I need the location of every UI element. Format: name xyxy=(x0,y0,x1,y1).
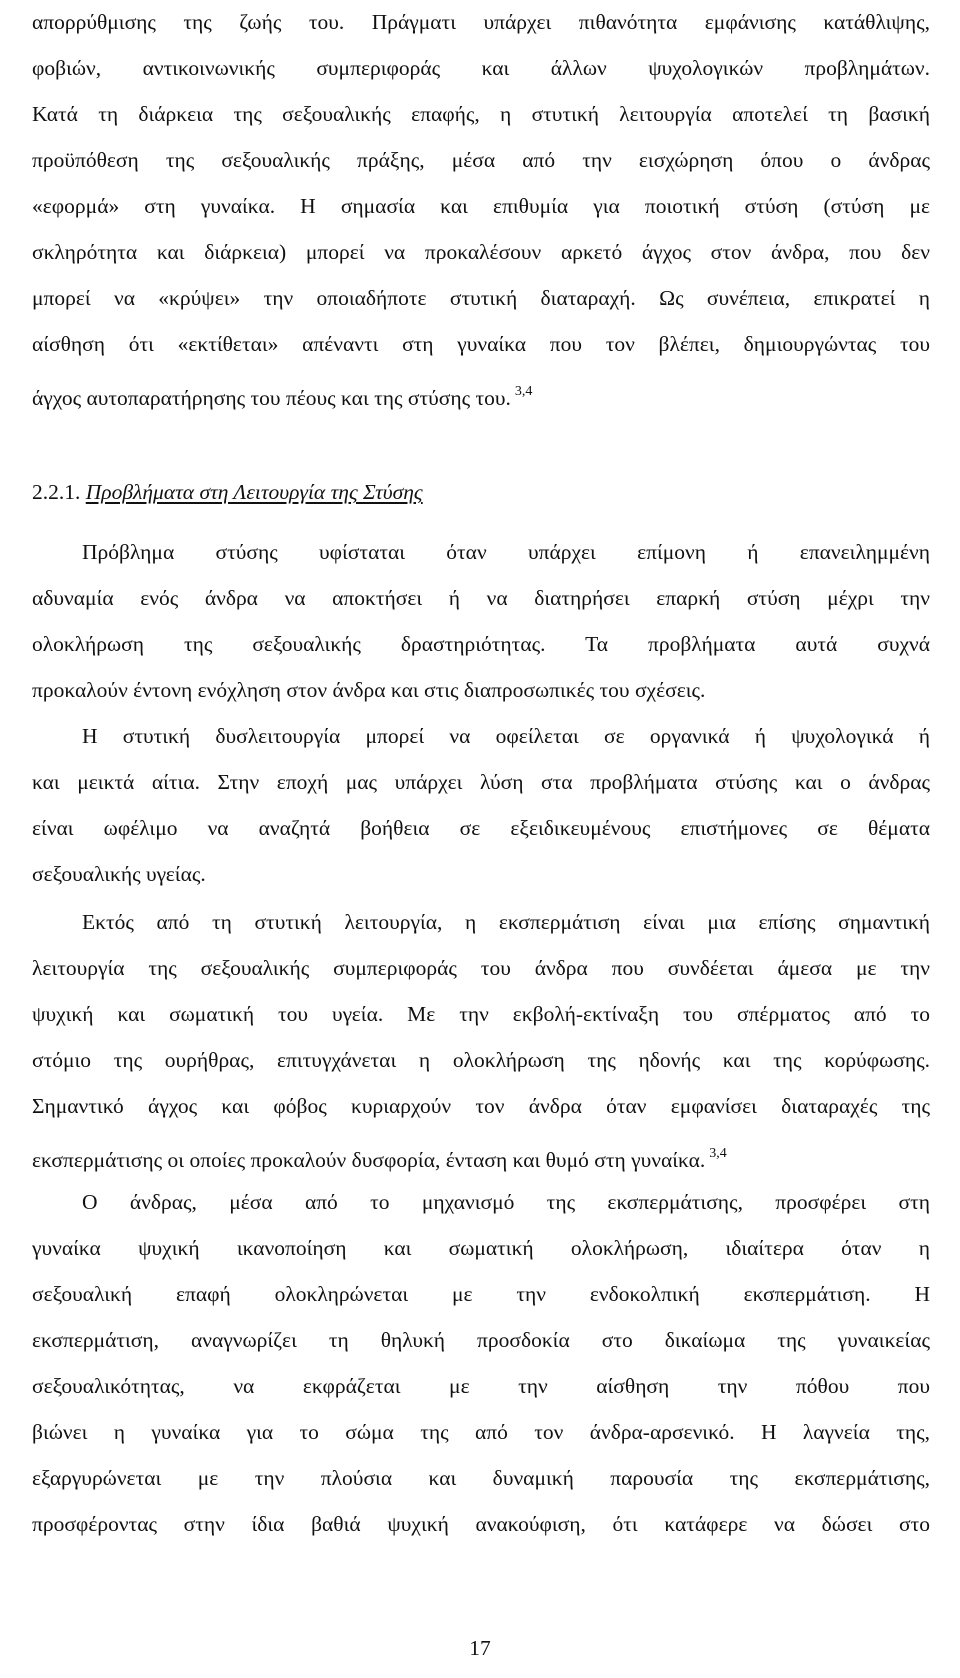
text-line: λειτουργία της σεξουαλικής συμπεριφοράς του άνδρα που συνδέεται άμεσα με την xyxy=(32,956,930,980)
text-line: και μεικτά αίτια. Στην εποχή μας υπάρχει λύση στα προβλήματα στύσης και ο άνδρας xyxy=(32,770,930,794)
text-line: Σημαντικό άγχος και φόβος κυριαρχούν τον άνδρα όταν εμφανίσει διαταραχές της xyxy=(32,1094,930,1118)
text-line: σεξουαλικότητας, να εκφράζεται με την αίσθηση την πόθου που xyxy=(32,1374,930,1398)
text-line: είναι ωφέλιμο να αναζητά βοήθεια σε εξειδικευμένους επιστήμονες σε θέματα xyxy=(32,816,930,840)
text-line: μπορεί να «κρύψει» την οποιαδήποτε στυτική διαταραχή. Ως συνέπεια, επικρατεί η xyxy=(32,286,930,310)
text-line-with-reference xyxy=(32,1134,930,1174)
text-line: Πρόβλημα στύσης υφίσταται όταν υπάρχει επίμονη ή επανειλημμένη xyxy=(82,540,930,564)
text-line: ψυχική και σωματική του υγεία. Με την εκβολή-εκτίναξη του σπέρματος από το xyxy=(32,1002,930,1026)
text-line: προϋπόθεση της σεξουαλικής πράξης, μέσα από την εισχώρηση όπου ο άνδρας xyxy=(32,148,930,172)
text-line: φοβιών, αντικοινωνικής συμπεριφοράς και άλλων ψυχολογικών προβλημάτων. xyxy=(32,56,930,80)
text-line: εξαργυρώνεται με την πλούσια και δυναμική παρουσία της εκσπερμάτισης, xyxy=(32,1466,930,1490)
text-line: γυναίκα ψυχική ικανοποίηση και σωματική ολοκλήρωση, ιδιαίτερα όταν η xyxy=(32,1236,930,1260)
text-line: ολοκλήρωση της σεξουαλικής δραστηριότητας. Τα προβλήματα αυτά συχνά xyxy=(32,632,930,656)
text-line: Ο άνδρας, μέσα από το μηχανισμό της εκσπερμάτισης, προσφέρει στη xyxy=(82,1190,930,1214)
text-line: Εκτός από τη στυτική λειτουργία, η εκσπερμάτιση είναι μια επίσης σημαντική xyxy=(82,910,930,934)
section-title: Προβλήματα στη Λειτουργία της Στύσης xyxy=(85,480,423,504)
text-line: στόμιο της ουρήθρας, επιτυγχάνεται η ολοκλήρωση της ηδονής και της κορύφωσης. xyxy=(32,1048,930,1072)
citation-superscript: 3,4 xyxy=(514,384,533,399)
text-line: απορρύθμισης της ζωής του. Πράγματι υπάρχει πιθανότητα εμφάνισης κατάθλιψης, xyxy=(32,10,930,34)
text-line: Η στυτική δυσλειτουργία μπορεί να οφείλεται σε οργανικά ή ψυχολογικά ή xyxy=(82,724,930,748)
text-line: σεξουαλική επαφή ολοκληρώνεται με την ενδοκολπική εκσπερμάτιση. Η xyxy=(32,1282,930,1306)
text-line: «εφορμά» στη γυναίκα. Η σημασία και επιθυμία για ποιοτική στύση (στύση με xyxy=(32,194,930,218)
text-line-with-reference xyxy=(32,372,930,412)
text-line: άγχος αυτοπαρατήρησης του πέους και της στύσης του. xyxy=(32,386,511,410)
section-number: 2.2.1. xyxy=(32,480,81,504)
section-heading xyxy=(32,472,423,512)
text-line: βιώνει η γυναίκα για το σώμα της από τον άνδρα-αρσενικό. Η λαγνεία της, xyxy=(32,1420,930,1444)
text-line: σεξουαλικής υγείας. xyxy=(32,862,206,886)
page-number: 17 xyxy=(469,1636,491,1660)
text-line: εκσπερμάτισης οι οποίες προκαλούν δυσφορία, ένταση και θυμό στη γυναίκα. xyxy=(32,1148,706,1172)
text-line: αίσθηση ότι «εκτίθεται» απέναντι στη γυναίκα που τον βλέπει, δημιουργώντας του xyxy=(32,332,930,356)
text-line: σκληρότητα και διάρκεια) μπορεί να προκαλέσουν αρκετό άγχος στον άνδρα, που δεν xyxy=(32,240,930,264)
citation-superscript: 3,4 xyxy=(709,1146,727,1161)
text-line: Κατά τη διάρκεια της σεξουαλικής επαφής, η στυτική λειτουργία αποτελεί τη βασική xyxy=(32,102,930,126)
text-line: προσφέροντας στην ίδια βαθιά ψυχική ανακούφιση, ότι κατάφερε να δώσει στο xyxy=(32,1512,930,1536)
text-line: εκσπερμάτιση, αναγνωρίζει τη θηλυκή προσδοκία στο δικαίωμα της γυναικείας xyxy=(32,1328,930,1352)
text-line: αδυναμία ενός άνδρα να αποκτήσει ή να διατηρήσει επαρκή στύση μέχρι την xyxy=(32,586,930,610)
text-line: προκαλούν έντονη ενόχληση στον άνδρα και στις διαπροσωπικές του σχέσεις. xyxy=(32,678,706,702)
